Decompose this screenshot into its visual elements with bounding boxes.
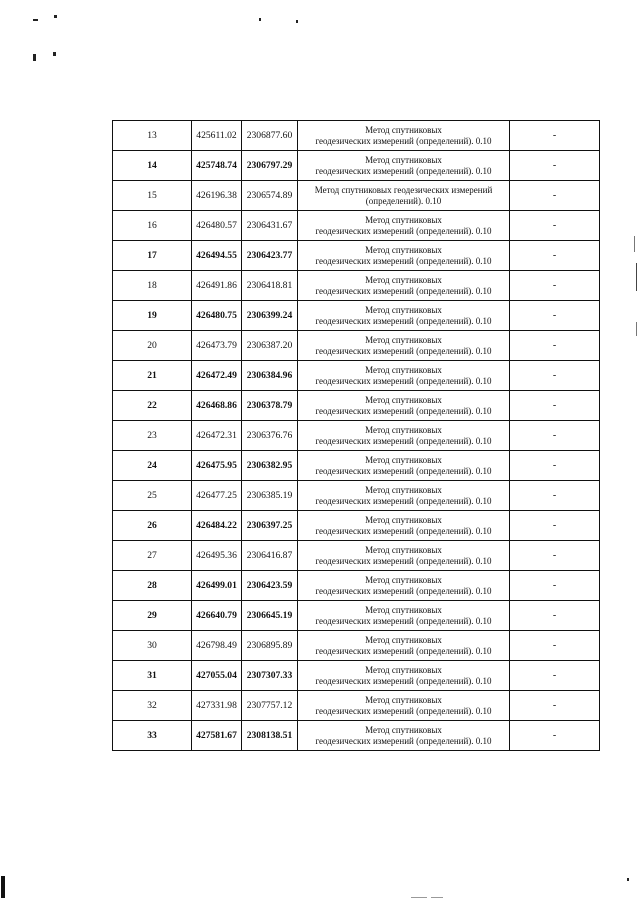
coordinate-x-cell: 425611.02 bbox=[192, 121, 242, 151]
method-cell bbox=[298, 181, 510, 211]
method-line-1: Метод спутниковых bbox=[365, 574, 442, 585]
coordinate-y-cell: 2306382.95 bbox=[242, 451, 298, 481]
coordinate-y-cell: 2306384.96 bbox=[242, 361, 298, 391]
table-row bbox=[113, 481, 600, 511]
scan-speck bbox=[627, 878, 629, 881]
method-cell bbox=[298, 601, 510, 631]
coordinate-x-cell: 426798.49 bbox=[192, 631, 242, 661]
method-line-1: Метод спутниковых bbox=[365, 664, 442, 675]
point-number-cell: 27 bbox=[113, 541, 192, 571]
point-number-cell: 16 bbox=[113, 211, 192, 241]
dash-cell: - bbox=[510, 631, 600, 661]
method-line-2: геодезических измерений (определений). 0.10 bbox=[315, 405, 492, 416]
table-row bbox=[113, 541, 600, 571]
coordinate-y-cell: 2306385.19 bbox=[242, 481, 298, 511]
method-line-1: Метод спутниковых bbox=[365, 634, 442, 645]
method-cell bbox=[298, 631, 510, 661]
table-row bbox=[113, 271, 600, 301]
method-line-1: Метод спутниковых bbox=[365, 214, 442, 225]
dash-cell: - bbox=[510, 661, 600, 691]
coordinate-y-cell: 2306423.59 bbox=[242, 571, 298, 601]
table-row bbox=[113, 151, 600, 181]
coordinate-x-cell: 426480.75 bbox=[192, 301, 242, 331]
scan-edge-mark bbox=[636, 322, 637, 336]
method-line-1: Метод спутниковых bbox=[365, 394, 442, 405]
scan-edge-mark bbox=[634, 236, 635, 252]
method-line-1: Метод спутниковых bbox=[365, 484, 442, 495]
coordinate-x-cell: 426473.79 bbox=[192, 331, 242, 361]
coordinate-y-cell: 2307307.33 bbox=[242, 661, 298, 691]
dash-cell: - bbox=[510, 481, 600, 511]
method-line-2: геодезических измерений (определений). 0.10 bbox=[315, 315, 492, 326]
method-line-1: Метод спутниковых bbox=[365, 544, 442, 555]
coordinate-x-cell: 426494.55 bbox=[192, 241, 242, 271]
method-cell bbox=[298, 391, 510, 421]
point-number-cell: 19 bbox=[113, 301, 192, 331]
dash-cell: - bbox=[510, 721, 600, 751]
method-cell bbox=[298, 211, 510, 241]
method-line-2: геодезических измерений (определений). 0.10 bbox=[315, 705, 492, 716]
method-cell bbox=[298, 721, 510, 751]
method-line-2: геодезических измерений (определений). 0.10 bbox=[315, 285, 492, 296]
method-line-2: геодезических измерений (определений). 0.10 bbox=[315, 165, 492, 176]
method-cell bbox=[298, 661, 510, 691]
point-number-cell: 28 bbox=[113, 571, 192, 601]
method-cell bbox=[298, 571, 510, 601]
coordinate-y-cell: 2306378.79 bbox=[242, 391, 298, 421]
method-line-2: геодезических измерений (определений). 0.10 bbox=[315, 675, 492, 686]
coordinate-x-cell: 426480.57 bbox=[192, 211, 242, 241]
method-line-2: геодезических измерений (определений). 0.10 bbox=[315, 255, 492, 266]
coordinate-y-cell: 2308138.51 bbox=[242, 721, 298, 751]
coordinate-x-cell: 426472.31 bbox=[192, 421, 242, 451]
scan-footer-line bbox=[411, 897, 427, 898]
dash-cell: - bbox=[510, 151, 600, 181]
point-number-cell: 17 bbox=[113, 241, 192, 271]
method-line-1: Метод спутниковых bbox=[365, 724, 442, 735]
method-line-2: геодезических измерений (определений). 0.10 bbox=[315, 615, 492, 626]
scan-speck bbox=[296, 20, 298, 23]
method-line-2: (определений). 0.10 bbox=[365, 195, 442, 206]
method-line-1: Метод спутниковых bbox=[365, 364, 442, 375]
method-line-2: геодезических измерений (определений). 0.10 bbox=[315, 375, 492, 386]
method-line-1: Метод спутниковых bbox=[365, 274, 442, 285]
coordinate-x-cell: 426468.86 bbox=[192, 391, 242, 421]
coordinate-y-cell: 2306895.89 bbox=[242, 631, 298, 661]
method-cell bbox=[298, 361, 510, 391]
method-line-1: Метод спутниковых bbox=[365, 154, 442, 165]
coordinate-x-cell: 426196.38 bbox=[192, 181, 242, 211]
coordinate-x-cell: 426477.25 bbox=[192, 481, 242, 511]
method-line-1: Метод спутниковых bbox=[365, 304, 442, 315]
method-line-2: геодезических измерений (определений). 0.10 bbox=[315, 645, 492, 656]
coordinate-x-cell: 426640.79 bbox=[192, 601, 242, 631]
coordinate-y-cell: 2306574.89 bbox=[242, 181, 298, 211]
method-cell bbox=[298, 271, 510, 301]
method-cell bbox=[298, 421, 510, 451]
dash-cell: - bbox=[510, 691, 600, 721]
table-row bbox=[113, 391, 600, 421]
coordinate-y-cell: 2306877.60 bbox=[242, 121, 298, 151]
scan-speck bbox=[33, 54, 36, 61]
method-line-2: геодезических измерений (определений). 0.10 bbox=[315, 345, 492, 356]
method-line-1: Метод спутниковых bbox=[365, 514, 442, 525]
method-line-1: Метод спутниковых bbox=[365, 604, 442, 615]
point-number-cell: 32 bbox=[113, 691, 192, 721]
scan-speck bbox=[54, 15, 57, 18]
scan-speck bbox=[33, 19, 38, 21]
dash-cell: - bbox=[510, 391, 600, 421]
point-number-cell: 33 bbox=[113, 721, 192, 751]
table-row bbox=[113, 181, 600, 211]
method-cell bbox=[298, 151, 510, 181]
coordinate-y-cell: 2307757.12 bbox=[242, 691, 298, 721]
coordinate-y-cell: 2306397.25 bbox=[242, 511, 298, 541]
scan-speck bbox=[259, 18, 261, 21]
table-row bbox=[113, 301, 600, 331]
table-row bbox=[113, 451, 600, 481]
table-row bbox=[113, 211, 600, 241]
table-row bbox=[113, 661, 600, 691]
table-row bbox=[113, 361, 600, 391]
coordinates-table bbox=[112, 120, 600, 751]
point-number-cell: 18 bbox=[113, 271, 192, 301]
dash-cell: - bbox=[510, 361, 600, 391]
coordinate-y-cell: 2306797.29 bbox=[242, 151, 298, 181]
coordinates-table-body bbox=[113, 121, 600, 751]
table-row bbox=[113, 421, 600, 451]
method-cell bbox=[298, 691, 510, 721]
dash-cell: - bbox=[510, 601, 600, 631]
point-number-cell: 25 bbox=[113, 481, 192, 511]
coordinate-y-cell: 2306399.24 bbox=[242, 301, 298, 331]
dash-cell: - bbox=[510, 121, 600, 151]
method-line-2: геодезических измерений (определений). 0.10 bbox=[315, 555, 492, 566]
table-row bbox=[113, 691, 600, 721]
point-number-cell: 24 bbox=[113, 451, 192, 481]
method-line-2: геодезических измерений (определений). 0.10 bbox=[315, 525, 492, 536]
point-number-cell: 23 bbox=[113, 421, 192, 451]
table-row bbox=[113, 511, 600, 541]
method-line-1: Метод спутниковых bbox=[365, 424, 442, 435]
table-row bbox=[113, 631, 600, 661]
scan-edge-mark bbox=[636, 263, 637, 291]
coordinate-x-cell: 426475.95 bbox=[192, 451, 242, 481]
method-line-2: геодезических измерений (определений). 0.10 bbox=[315, 225, 492, 236]
method-line-2: геодезических измерений (определений). 0.10 bbox=[315, 135, 492, 146]
dash-cell: - bbox=[510, 301, 600, 331]
method-cell bbox=[298, 301, 510, 331]
method-cell bbox=[298, 331, 510, 361]
coordinate-x-cell: 426495.36 bbox=[192, 541, 242, 571]
point-number-cell: 29 bbox=[113, 601, 192, 631]
dash-cell: - bbox=[510, 211, 600, 241]
method-line-1: Метод спутниковых bbox=[365, 244, 442, 255]
method-line-2: геодезических измерений (определений). 0.10 bbox=[315, 435, 492, 446]
table-row bbox=[113, 571, 600, 601]
dash-cell: - bbox=[510, 541, 600, 571]
point-number-cell: 14 bbox=[113, 151, 192, 181]
method-line-1: Метод спутниковых bbox=[365, 334, 442, 345]
scan-speck bbox=[53, 52, 56, 56]
coordinate-x-cell: 426472.49 bbox=[192, 361, 242, 391]
coordinate-x-cell: 427055.04 bbox=[192, 661, 242, 691]
coordinate-y-cell: 2306376.76 bbox=[242, 421, 298, 451]
point-number-cell: 22 bbox=[113, 391, 192, 421]
method-cell bbox=[298, 241, 510, 271]
table-row bbox=[113, 601, 600, 631]
dash-cell: - bbox=[510, 421, 600, 451]
table-row bbox=[113, 721, 600, 751]
coordinate-y-cell: 2306387.20 bbox=[242, 331, 298, 361]
method-cell bbox=[298, 121, 510, 151]
dash-cell: - bbox=[510, 331, 600, 361]
method-line-1: Метод спутниковых геодезических измерений bbox=[314, 184, 493, 195]
method-cell bbox=[298, 511, 510, 541]
coordinate-x-cell: 427331.98 bbox=[192, 691, 242, 721]
point-number-cell: 30 bbox=[113, 631, 192, 661]
coordinate-x-cell: 426499.01 bbox=[192, 571, 242, 601]
coordinate-x-cell: 425748.74 bbox=[192, 151, 242, 181]
scan-left-bar bbox=[1, 876, 5, 898]
point-number-cell: 26 bbox=[113, 511, 192, 541]
point-number-cell: 21 bbox=[113, 361, 192, 391]
table-row bbox=[113, 121, 600, 151]
method-line-2: геодезических измерений (определений). 0.10 bbox=[315, 585, 492, 596]
method-line-1: Метод спутниковых bbox=[365, 454, 442, 465]
table-row bbox=[113, 331, 600, 361]
method-line-2: геодезических измерений (определений). 0.10 bbox=[315, 495, 492, 506]
coordinate-x-cell: 426491.86 bbox=[192, 271, 242, 301]
method-line-1: Метод спутниковых bbox=[365, 124, 442, 135]
method-cell bbox=[298, 481, 510, 511]
dash-cell: - bbox=[510, 271, 600, 301]
coordinate-x-cell: 426484.22 bbox=[192, 511, 242, 541]
coordinate-y-cell: 2306416.87 bbox=[242, 541, 298, 571]
method-cell bbox=[298, 541, 510, 571]
coordinate-x-cell: 427581.67 bbox=[192, 721, 242, 751]
coordinate-y-cell: 2306431.67 bbox=[242, 211, 298, 241]
dash-cell: - bbox=[510, 181, 600, 211]
dash-cell: - bbox=[510, 241, 600, 271]
point-number-cell: 15 bbox=[113, 181, 192, 211]
coordinate-y-cell: 2306645.19 bbox=[242, 601, 298, 631]
method-cell bbox=[298, 451, 510, 481]
method-line-1: Метод спутниковых bbox=[365, 694, 442, 705]
coordinate-y-cell: 2306423.77 bbox=[242, 241, 298, 271]
point-number-cell: 20 bbox=[113, 331, 192, 361]
method-line-2: геодезических измерений (определений). 0.10 bbox=[315, 465, 492, 476]
dash-cell: - bbox=[510, 511, 600, 541]
point-number-cell: 13 bbox=[113, 121, 192, 151]
method-line-2: геодезических измерений (определений). 0.10 bbox=[315, 735, 492, 746]
dash-cell: - bbox=[510, 451, 600, 481]
coordinate-y-cell: 2306418.81 bbox=[242, 271, 298, 301]
scan-footer-line bbox=[431, 897, 443, 898]
table-row bbox=[113, 241, 600, 271]
dash-cell: - bbox=[510, 571, 600, 601]
point-number-cell: 31 bbox=[113, 661, 192, 691]
